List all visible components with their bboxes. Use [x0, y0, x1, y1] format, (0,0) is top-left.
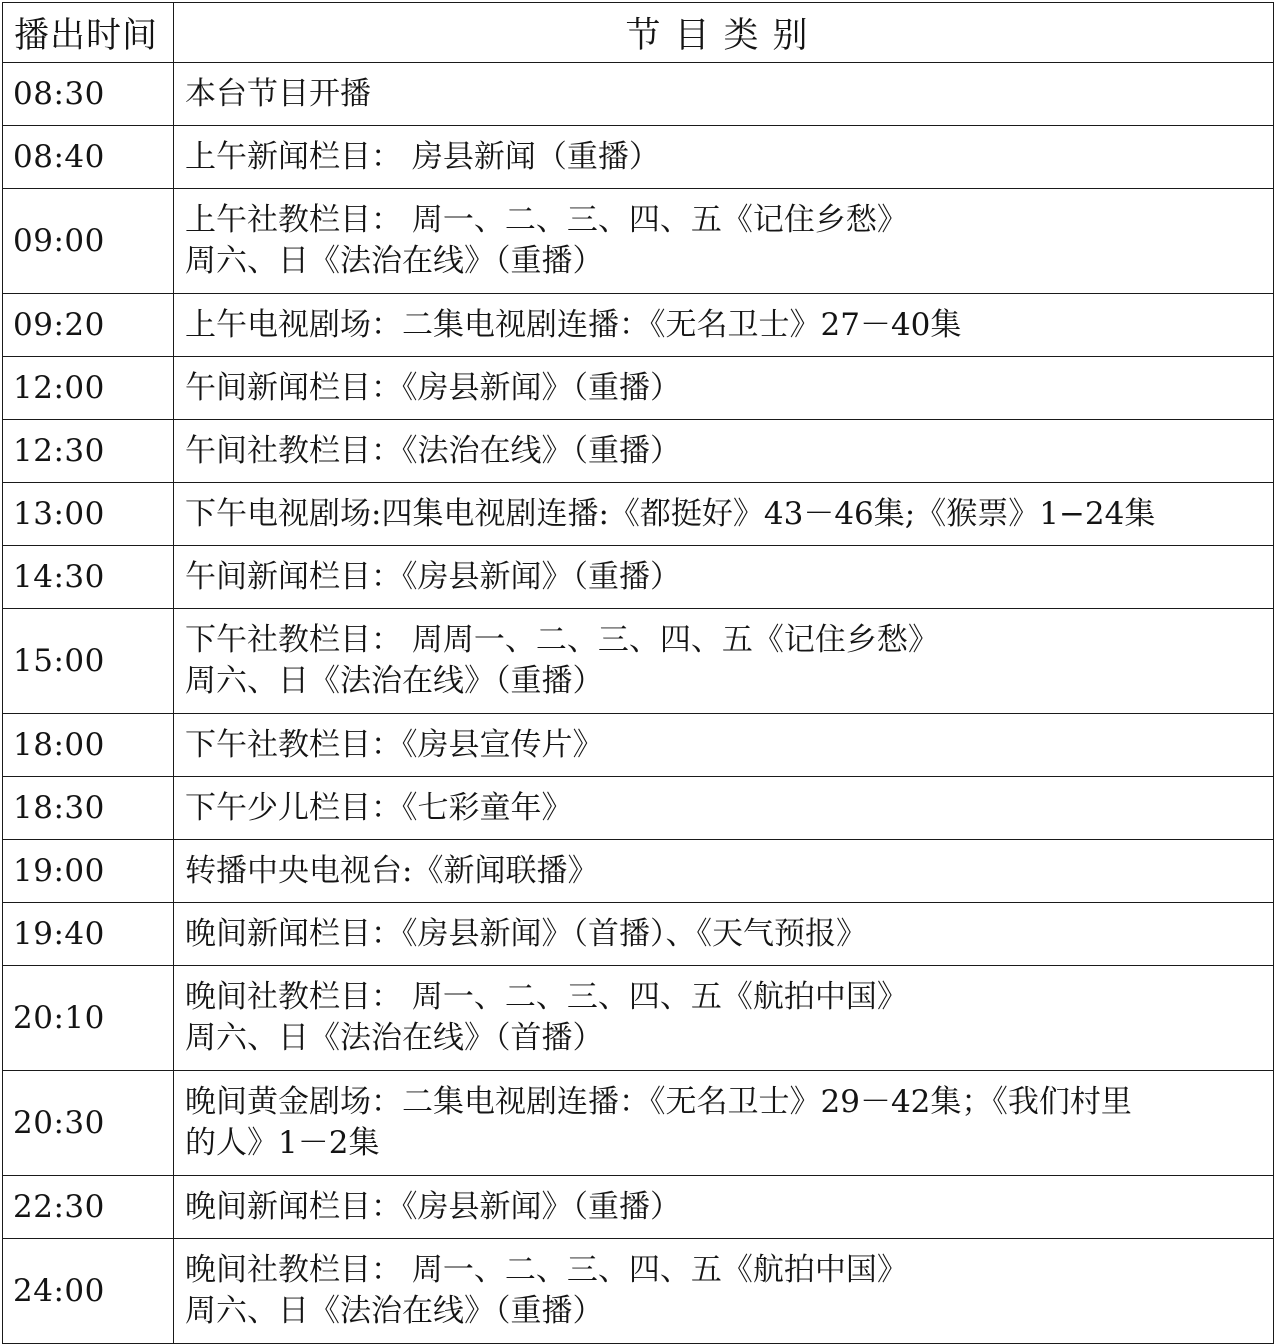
schedule-row [3, 966, 1274, 1071]
broadcast-time: 14:30 [3, 546, 174, 609]
program-line: 下午少儿栏目：《七彩童年》 [185, 789, 573, 826]
schedule-row [3, 1176, 1274, 1239]
program-description [174, 1176, 1274, 1239]
broadcast-time: 09:20 [3, 294, 174, 357]
broadcast-time: 20:30 [3, 1071, 174, 1176]
program-line: 午间社教栏目：《法治在线》（重播） [185, 432, 681, 469]
broadcast-time: 13:00 [3, 483, 174, 546]
broadcast-time: 24:00 [3, 1239, 174, 1344]
program-line: 下午电视剧场:四集电视剧连播:《都挺好》43－46集;《猴票》1−24集 [185, 495, 1156, 532]
schedule-row [3, 1071, 1274, 1176]
program-line: 周六、日《法治在线》（重播） [185, 663, 604, 699]
broadcast-time: 18:00 [3, 714, 174, 777]
broadcast-time: 18:30 [3, 777, 174, 840]
program-description [174, 294, 1274, 357]
broadcast-time: 19:00 [3, 840, 174, 903]
program-line: 上午新闻栏目： 房县新闻（重播） [185, 138, 660, 175]
program-description [174, 63, 1274, 126]
header-program-category: 节目类别 [174, 3, 1274, 63]
program-description [174, 777, 1274, 840]
schedule-row [3, 609, 1274, 714]
program-line: 午间新闻栏目：《房县新闻》（重播） [185, 369, 681, 406]
schedule-row [3, 1239, 1274, 1344]
broadcast-time: 22:30 [3, 1176, 174, 1239]
schedule-row [3, 126, 1274, 189]
program-line: 上午社教栏目： 周一、二、三、四、五《记住乡愁》 [185, 202, 908, 238]
broadcast-time: 19:40 [3, 903, 174, 966]
program-description [174, 189, 1274, 294]
program-description [174, 546, 1274, 609]
schedule-row [3, 714, 1274, 777]
program-description [174, 420, 1274, 483]
program-description [174, 903, 1274, 966]
schedule-row [3, 420, 1274, 483]
program-line: 上午电视剧场：二集电视剧连播：《无名卫士》27－40集 [185, 306, 962, 343]
program-line: 周六、日《法治在线》（首播） [185, 1020, 604, 1056]
program-line: 周六、日《法治在线》（重播） [185, 1293, 604, 1329]
schedule-row [3, 294, 1274, 357]
program-description [174, 609, 1274, 714]
program-line: 晚间社教栏目： 周一、二、三、四、五《航拍中国》 [185, 979, 908, 1015]
schedule-row [3, 357, 1274, 420]
program-line: 周六、日《法治在线》（重播） [185, 243, 604, 279]
broadcast-time: 15:00 [3, 609, 174, 714]
broadcast-time: 12:00 [3, 357, 174, 420]
broadcast-time: 08:40 [3, 126, 174, 189]
schedule-row [3, 483, 1274, 546]
header-row [3, 3, 1274, 63]
program-line: 晚间新闻栏目：《房县新闻》（重播） [185, 1188, 681, 1225]
schedule-body [3, 63, 1274, 1344]
schedule-row [3, 777, 1274, 840]
program-line: 的人》1－2集 [185, 1125, 380, 1161]
schedule-row [3, 840, 1274, 903]
program-line: 晚间新闻栏目：《房县新闻》（首播）、《天气预报》 [185, 915, 867, 952]
program-description [174, 714, 1274, 777]
program-line: 晚间社教栏目： 周一、二、三、四、五《航拍中国》 [185, 1252, 908, 1288]
program-description [174, 966, 1274, 1071]
schedule-row [3, 546, 1274, 609]
program-line: 晚间黄金剧场：二集电视剧连播：《无名卫士》29－42集；《我们村里 [185, 1084, 1132, 1120]
program-description [174, 1239, 1274, 1344]
header-broadcast-time: 播出时间 [3, 3, 174, 63]
program-description [174, 357, 1274, 420]
schedule-row [3, 903, 1274, 966]
schedule-row [3, 63, 1274, 126]
program-description [174, 483, 1274, 546]
program-line: 下午社教栏目： 周周一、二、三、四、五《记住乡愁》 [185, 622, 939, 658]
broadcast-time: 09:00 [3, 189, 174, 294]
program-description [174, 840, 1274, 903]
program-line: 转播中央电视台:《新闻联播》 [185, 852, 599, 889]
broadcast-time: 20:10 [3, 966, 174, 1071]
program-line: 下午社教栏目：《房县宣传片》 [185, 726, 604, 763]
program-description [174, 1071, 1274, 1176]
broadcast-time: 08:30 [3, 63, 174, 126]
broadcast-time: 12:30 [3, 420, 174, 483]
program-description [174, 126, 1274, 189]
program-line: 午间新闻栏目：《房县新闻》（重播） [185, 558, 681, 595]
program-line: 本台节目开播 [185, 75, 371, 112]
schedule-row [3, 189, 1274, 294]
program-schedule-table [2, 2, 1274, 1344]
